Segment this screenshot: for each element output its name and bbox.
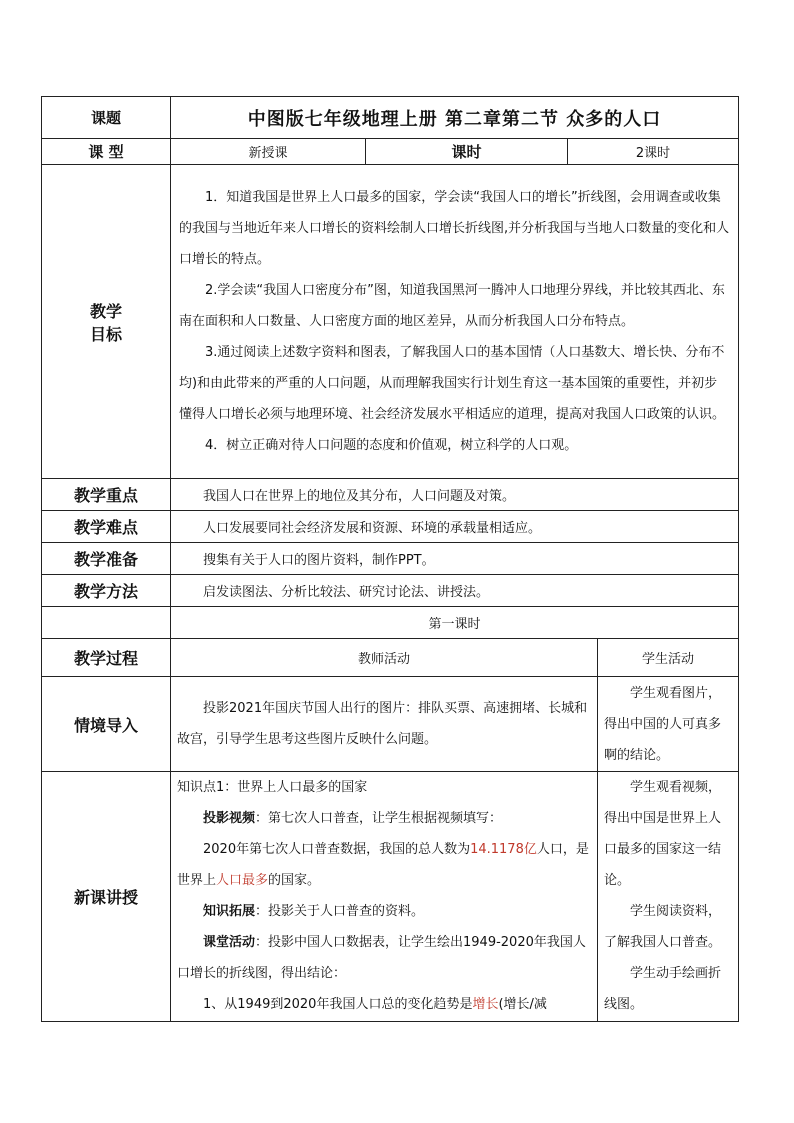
type-label: 课 型 [42,139,171,165]
intro-teacher-text: 投影2021年国庆节国人出行的图片：排队买票、高速拥堵、长城和故宫，引导学生思考这些图片反映什么问题。 [177,701,588,747]
census-pre: 2020年第七次人口普查数据，我国的总人数为 [203,842,471,857]
objectives-label [42,165,171,479]
hours-label: 课时 [366,139,568,165]
method-value: 启发读图法、分析比较法、研究讨论法、讲授法。 [171,575,739,607]
student-activity-header: 学生活动 [598,639,739,677]
video-text: ：第七次人口普查，让学生根据视频填写： [255,811,503,826]
title-row [42,97,739,139]
objectives-label-line1: 教学 [89,301,122,321]
trend-line [177,989,591,1020]
lesson-title: 中图版七年级地理上册 第二章第二节 众多的人口 [171,97,739,139]
student-activity-3: 学生动手绘画折线图。 [604,966,722,1012]
subject-label: 课题 [42,97,171,139]
preparation-label: 教学准备 [42,543,171,575]
key-point-value: 我国人口在世界上的地位及其分布，人口问题及对策。 [171,479,739,511]
session-title: 第一课时 [171,607,739,639]
objectives-label-line2: 目标 [89,324,122,344]
key-point-row [42,479,739,511]
hours-value: 2课时 [568,139,739,165]
census-line [177,834,591,896]
new-lesson-teacher-activity [171,772,598,1022]
student-activity-1: 学生观看视频，得出中国是世界上人口最多的国家这一结论。 [604,780,722,888]
new-lesson-row [42,772,739,1022]
lesson-plan-table [41,96,739,1022]
type-value: 新授课 [171,139,366,165]
trend-pre: 1、从1949到2020年我国人口总的变化趋势是 [203,997,473,1012]
census-post: 的国家。 [268,873,321,888]
intro-teacher-activity [171,677,598,772]
objective-item: 4．树立正确对待人口问题的态度和价值观，树立科学的人口观。 [205,438,578,453]
intro-student-activity [598,677,739,772]
difficulty-value: 人口发展要同社会经济发展和资源、环境的承载量相适应。 [171,511,739,543]
lesson-plan-document [41,96,738,1022]
knowledge-point-1: 知识点1：世界上人口最多的国家 [177,780,368,795]
objective-item: 2.学会读“我国人口密度分布”图，知道我国黑河一腾冲人口地理分界线，并比较其西北、东南在面积和人口数量、人口密度方面的地区差异，从而分析我国人口分布特点。 [179,283,725,329]
video-label: 投影视频 [203,811,256,826]
preparation-value: 搜集有关于人口的图片资料，制作PPT。 [171,543,739,575]
method-label: 教学方法 [42,575,171,607]
difficulty-label: 教学难点 [42,511,171,543]
new-lesson-student-activity [598,772,739,1022]
extension-text: ：投影关于人口普查的资料。 [255,904,425,919]
objectives-content [171,165,739,479]
session-title-blank [42,607,171,639]
teacher-activity-header: 教师活动 [171,639,598,677]
objective-item: 3.通过阅读上述数字资料和图表，了解我国人口的基本国情（人口基数大、增长快、分布不均)和由此带来的严重的人口问题，从而理解我国实行计划生育这一基本国策的重要性，并初步懂得人口增长必须与地理环境、社会经济发展水平相适应的道理，提高对我国人口政策的认识。 [179,345,726,422]
difficulty-row [42,511,739,543]
trend-post: (增长/减 [498,997,547,1012]
student-activity-2: 学生阅读资料，了解我国人口普查。 [604,904,722,950]
intro-label: 情境导入 [42,677,171,772]
extension-line [177,896,591,927]
objectives-row [42,165,739,479]
type-row [42,139,739,165]
class-activity-text: ：投影中国人口数据表，让学生绘出1949-2020年我国人口增长的折线图，得出结论： [177,935,586,981]
intro-student-text: 学生观看图片，得出中国的人可真多啊的结论。 [604,685,722,763]
census-mid: 人口，是世界上 [177,842,589,888]
process-header-row [42,639,739,677]
new-lesson-label: 新课讲授 [42,772,171,1022]
trend-answer: 增长 [472,997,499,1012]
census-highlight: 人口最多 [216,873,269,888]
process-label: 教学过程 [42,639,171,677]
method-row [42,575,739,607]
preparation-row [42,543,739,575]
census-number: 14.1178亿 [470,842,537,857]
session-title-row [42,607,739,639]
key-point-label: 教学重点 [42,479,171,511]
intro-row [42,677,739,772]
class-activity-label: 课堂活动 [203,935,256,950]
video-line [177,803,591,834]
class-activity-line [177,927,591,989]
objective-item: 1．知道我国是世界上人口最多的国家，学会读“我国人口的增长”折线图，会用调查或收集的我国与当地近年来人口增长的资料绘制人口增长折线图,并分析我国与当地人口数量的变化和人口增长的特点。 [179,190,730,267]
extension-label: 知识拓展 [203,904,256,919]
